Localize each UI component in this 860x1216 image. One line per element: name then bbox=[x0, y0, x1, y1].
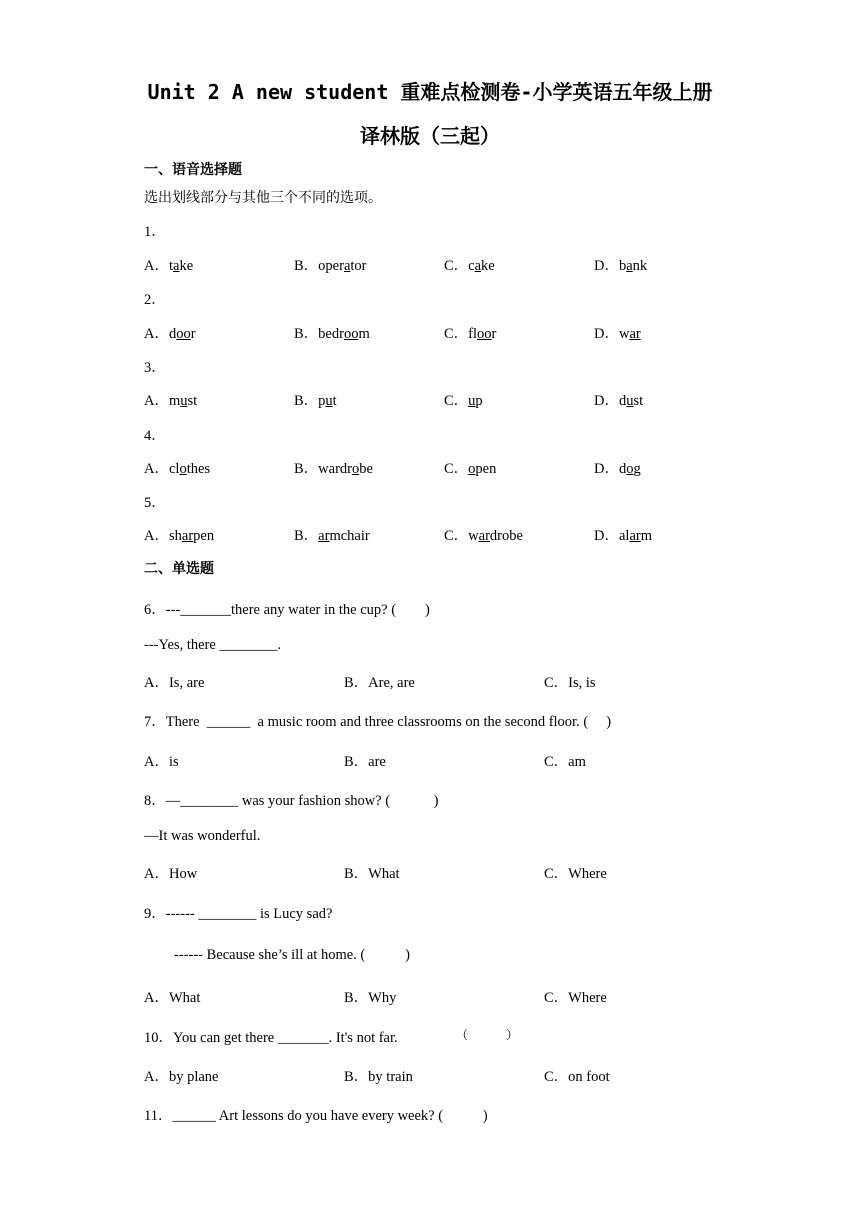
underlined-letters: a bbox=[343, 258, 351, 274]
section-1-instruction: 选出划线部分与其他三个不同的选项。 bbox=[144, 190, 382, 206]
phonics-option[interactable] bbox=[594, 389, 643, 410]
phonics-option[interactable] bbox=[594, 322, 641, 343]
underlined-letters: o bbox=[179, 461, 187, 477]
phonics-option[interactable] bbox=[594, 457, 641, 478]
question-number: 5． bbox=[144, 495, 166, 511]
phonics-option[interactable] bbox=[294, 254, 366, 275]
phonics-option[interactable] bbox=[144, 524, 214, 545]
phonics-option[interactable] bbox=[144, 389, 197, 410]
underlined-letters: ar bbox=[478, 528, 490, 544]
word-part: t bbox=[332, 393, 337, 409]
underlined-letters: u bbox=[180, 393, 188, 409]
option-label: A． bbox=[144, 528, 169, 544]
question-7-option-c[interactable]: C．am bbox=[544, 754, 586, 770]
word-part: w bbox=[618, 326, 630, 342]
question-8-response: —It was wonderful. bbox=[144, 828, 261, 844]
question-8-stem: 8．—________ was your fashion show? ( ) bbox=[144, 793, 439, 809]
underlined-letters: u bbox=[626, 393, 634, 409]
question-number: 4． bbox=[144, 428, 166, 444]
option-label: D． bbox=[594, 461, 619, 477]
option-label: C． bbox=[444, 393, 469, 409]
question-10-option-a[interactable]: A．by plane bbox=[144, 1069, 219, 1085]
question-6-option-b[interactable]: B．Are, are bbox=[344, 675, 415, 691]
word-part: pen bbox=[193, 528, 215, 544]
phonics-option[interactable] bbox=[594, 254, 647, 275]
option-label: A． bbox=[144, 326, 169, 342]
underlined-letters: o bbox=[626, 461, 634, 477]
word-part: d bbox=[618, 393, 627, 409]
word-part: m bbox=[168, 393, 181, 409]
word-part: c bbox=[468, 258, 475, 274]
phonics-option[interactable] bbox=[294, 389, 337, 410]
question-7-option-a[interactable]: A．is bbox=[144, 754, 179, 770]
underlined-letters: u bbox=[325, 393, 333, 409]
question-10-answer-paren: （ ） bbox=[456, 1028, 519, 1042]
underlined-letters: o bbox=[468, 461, 476, 477]
phonics-option[interactable] bbox=[294, 457, 373, 478]
option-label: B． bbox=[294, 461, 319, 477]
word-part: nk bbox=[632, 258, 648, 274]
option-label: A． bbox=[144, 461, 169, 477]
word-part: thes bbox=[186, 461, 211, 477]
word-part: r bbox=[491, 326, 497, 342]
option-label: B． bbox=[294, 393, 319, 409]
underlined-letters: a bbox=[626, 258, 633, 274]
underlined-letters: ar bbox=[629, 326, 641, 342]
word-part: ke bbox=[179, 258, 194, 274]
phonics-option[interactable] bbox=[444, 389, 483, 410]
word-part: al bbox=[618, 528, 630, 544]
underlined-letters: a bbox=[474, 258, 482, 274]
option-label: C． bbox=[444, 461, 469, 477]
phonics-option[interactable] bbox=[594, 524, 652, 545]
word-part: mchair bbox=[329, 528, 370, 544]
option-label: C． bbox=[444, 326, 469, 342]
word-part: t bbox=[168, 258, 174, 274]
word-part: d bbox=[168, 326, 177, 342]
underlined-letters: oo bbox=[477, 326, 492, 342]
word-part: bedr bbox=[318, 326, 344, 342]
underlined-letters: oo bbox=[343, 326, 359, 342]
option-label: C． bbox=[444, 528, 469, 544]
question-9-stem: 9．------ ________ is Lucy sad? bbox=[144, 906, 333, 922]
word-part: r bbox=[190, 326, 196, 342]
question-8-option-c[interactable]: C．Where bbox=[544, 866, 607, 882]
question-number: 1． bbox=[144, 224, 166, 240]
word-part: be bbox=[359, 461, 373, 477]
word-part: p bbox=[318, 393, 326, 409]
option-label: D． bbox=[594, 393, 619, 409]
word-part: drobe bbox=[489, 528, 523, 544]
option-label: B． bbox=[294, 528, 319, 544]
section-2-heading: 二、单选题 bbox=[144, 561, 214, 577]
phonics-option[interactable] bbox=[144, 457, 210, 478]
phonics-option[interactable] bbox=[444, 322, 496, 343]
word-part: w bbox=[468, 528, 479, 544]
option-label: D． bbox=[594, 528, 619, 544]
question-6-option-c[interactable]: C．Is, is bbox=[544, 675, 596, 691]
question-7-option-b[interactable]: B．are bbox=[344, 754, 386, 770]
word-part: ke bbox=[481, 258, 495, 274]
option-label: A． bbox=[144, 258, 169, 274]
question-9-response: ------ Because she’s ill at home. ( ) bbox=[174, 947, 410, 963]
word-part: sh bbox=[168, 528, 182, 544]
question-9-option-b[interactable]: B．Why bbox=[344, 990, 397, 1006]
question-10-stem: 10．You can get there _______. It's not far. bbox=[144, 1030, 398, 1046]
word-part: pen bbox=[475, 461, 497, 477]
option-label: D． bbox=[594, 258, 619, 274]
word-part: cl bbox=[168, 461, 180, 477]
underlined-letters: o bbox=[352, 461, 360, 477]
phonics-option[interactable] bbox=[444, 254, 495, 275]
phonics-option[interactable] bbox=[144, 322, 196, 343]
option-label: A． bbox=[144, 393, 169, 409]
word-part: m bbox=[358, 326, 370, 342]
phonics-option[interactable] bbox=[144, 254, 193, 275]
word-part: tor bbox=[350, 258, 367, 274]
word-part: st bbox=[187, 393, 198, 409]
question-7-stem: 7．There ______ a music room and three classrooms on the second floor. ( ) bbox=[144, 714, 612, 730]
question-10-option-b[interactable]: B．by train bbox=[344, 1069, 413, 1085]
phonics-option[interactable] bbox=[444, 457, 496, 478]
word-part: b bbox=[618, 258, 627, 274]
option-label: D． bbox=[594, 326, 619, 342]
word-part: wardr bbox=[318, 461, 352, 477]
word-part: m bbox=[640, 528, 652, 544]
question-number: 2． bbox=[144, 292, 166, 308]
option-label: B． bbox=[294, 258, 319, 274]
section-1-heading: 一、语音选择题 bbox=[144, 162, 242, 178]
page-title-line-2: 译林版（三起） bbox=[360, 124, 500, 148]
question-6-option-a[interactable]: A．Is, are bbox=[144, 675, 205, 691]
word-part: g bbox=[633, 461, 641, 477]
question-6-stem: 6．---_______there any water in the cup? ( ) bbox=[144, 602, 430, 618]
page-title-line-1: Unit 2 A new student 重难点检测卷-小学英语五年级上册 bbox=[147, 80, 713, 104]
underlined-letters: ar bbox=[629, 528, 641, 544]
question-9-option-a[interactable]: A．What bbox=[144, 990, 201, 1006]
word-part: oper bbox=[318, 258, 344, 274]
question-10-option-c[interactable]: C．on foot bbox=[544, 1069, 610, 1085]
underlined-letters: u bbox=[468, 393, 476, 409]
word-part: d bbox=[618, 461, 627, 477]
word-part: st bbox=[633, 393, 644, 409]
phonics-option[interactable] bbox=[444, 524, 523, 545]
option-label: C． bbox=[444, 258, 469, 274]
question-11-stem: 11．______ Art lessons do you have every week? ( ) bbox=[144, 1108, 488, 1124]
question-6-response: ---Yes, there ________. bbox=[144, 637, 282, 653]
phonics-option[interactable] bbox=[294, 322, 370, 343]
question-8-option-a[interactable]: A．How bbox=[144, 866, 198, 882]
phonics-option[interactable] bbox=[294, 524, 370, 545]
question-number: 3． bbox=[144, 360, 166, 376]
underlined-letters: oo bbox=[176, 326, 191, 342]
underlined-letters: a bbox=[173, 258, 180, 274]
word-part: fl bbox=[468, 326, 478, 342]
underlined-letters: ar bbox=[318, 528, 330, 544]
question-8-option-b[interactable]: B．What bbox=[344, 866, 400, 882]
option-label: B． bbox=[294, 326, 319, 342]
question-9-option-c[interactable]: C．Where bbox=[544, 990, 607, 1006]
word-part: p bbox=[475, 393, 483, 409]
underlined-letters: ar bbox=[181, 528, 194, 544]
